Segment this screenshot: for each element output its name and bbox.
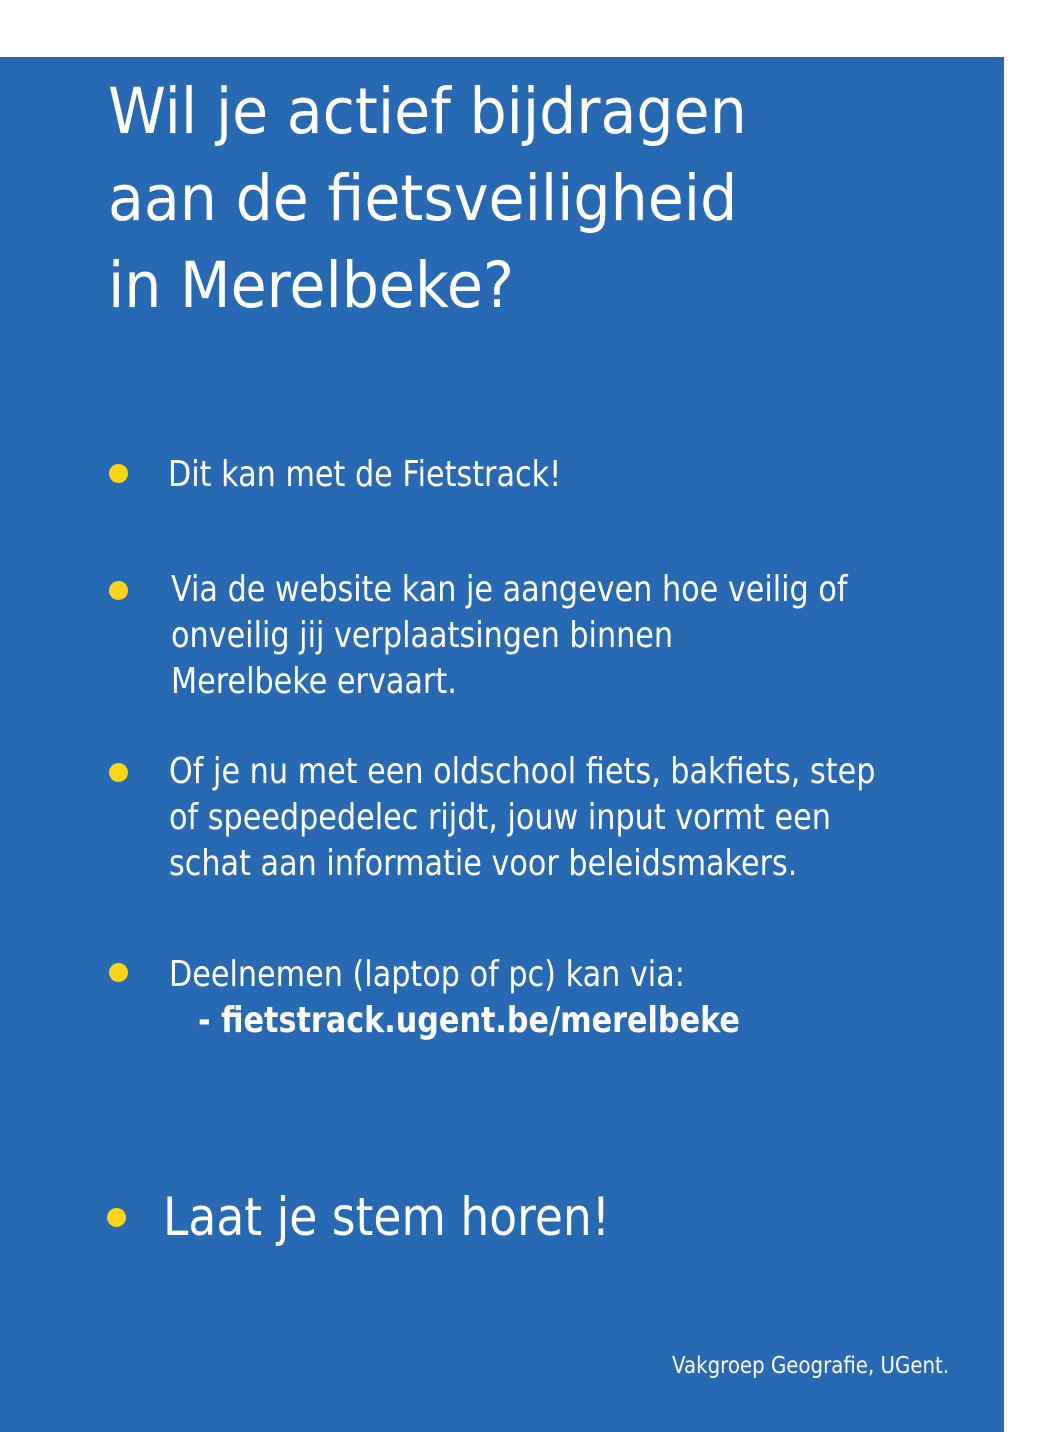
bullet-text-2 [171,567,848,705]
bullet-1-line-1: Dit kan met de Fietstrack! [168,454,562,495]
title-line-2: aan de fietsveiligheid [108,162,738,235]
bullet-dot-icon [109,963,128,982]
bullet-3-line-1: Of je nu met een oldschool fiets, bakfiets, step [169,751,876,792]
bullet-4-line-1: Deelnemen (laptop of pc) kan via: [169,954,685,995]
title-line-1: Wil je actief bijdragen [108,75,747,148]
bullet-dot-icon [109,763,128,782]
page-title [108,68,747,329]
call-to-action: Laat je stem horen! [163,1187,611,1248]
bullet-dot-icon [109,581,128,600]
bullet-dot-icon [109,464,128,483]
bullet-3-line-3: schat aan informatie voor beleidsmakers. [169,843,798,884]
bullet-2-line-3: Merelbeke ervaart. [171,661,457,702]
bullet-3-line-2: of speedpedelec rijdt, jouw input vormt een [169,797,831,838]
bullet-text-1 [168,452,561,498]
bullet-text-3 [169,749,875,887]
title-line-3: in Merelbeke? [108,249,514,322]
bullet-2-line-2: onveilig jij verplaatsingen binnen [171,615,674,656]
bullet-2-line-1: Via de website kan je aangeven hoe veilig of [171,569,848,610]
participation-link[interactable]: - fietstrack.ugent.be/merelbeke [198,1000,740,1041]
bullet-text-4 [169,952,685,998]
bullet-dot-icon [107,1208,126,1227]
credit-line: Vakgroep Geografie, UGent. [672,1353,950,1379]
